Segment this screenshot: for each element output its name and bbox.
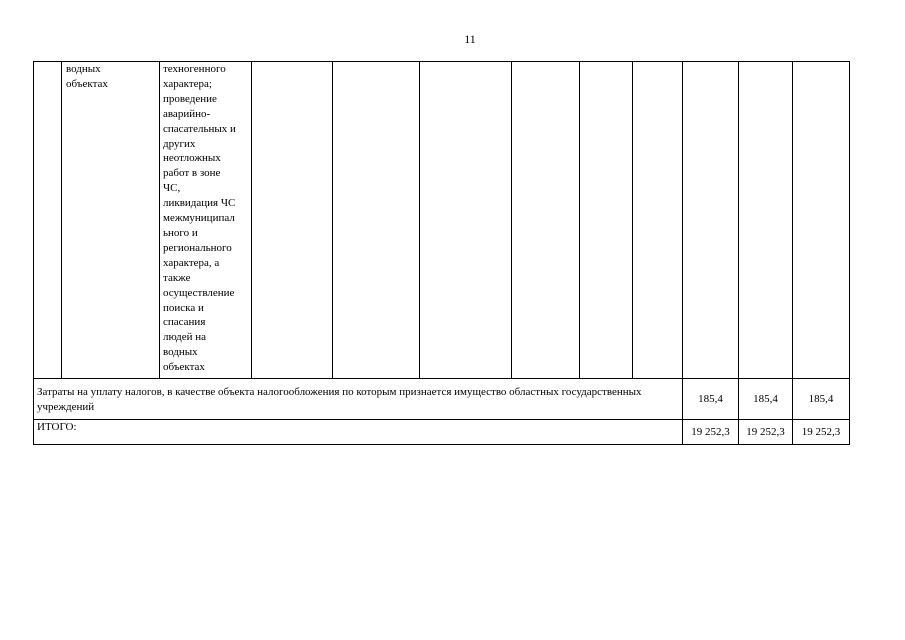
table-cell — [683, 62, 739, 379]
table-cell — [633, 62, 683, 379]
taxes-label: Затраты на уплату налогов, в качестве объекта налогообложения по которым признается имущество областных государственных учреждений — [34, 379, 683, 420]
total-label: ИТОГО: — [34, 420, 683, 445]
value-cell: 19 252,3 — [739, 420, 793, 445]
cell-text: водных объектах — [66, 63, 108, 90]
table-row — [34, 379, 850, 420]
value-cell: 19 252,3 — [683, 420, 739, 445]
table-cell — [34, 62, 62, 379]
table-cell — [512, 62, 580, 379]
table-row — [34, 62, 850, 379]
cell-text: техногенного характера; проведение аварийно- спасательных и других неотложных работ в зоне ЧС, ликвидация ЧС межмуниципал ьного и регионального характера, а также осуществление поиска и спасания людей на водных объектах — [163, 63, 236, 374]
table-cell — [739, 62, 793, 379]
table-cell — [252, 62, 333, 379]
table-cell — [333, 62, 420, 379]
value-cell: 185,4 — [683, 379, 739, 420]
table-cell — [420, 62, 512, 379]
table-cell — [793, 62, 850, 379]
value-cell: 19 252,3 — [793, 420, 850, 445]
table-row — [34, 420, 850, 445]
page-number: 11 — [464, 32, 476, 46]
table-cell — [62, 62, 160, 379]
table-cell — [160, 62, 252, 379]
table-cell — [580, 62, 633, 379]
value-cell: 185,4 — [739, 379, 793, 420]
expenses-table — [33, 61, 850, 445]
value-cell: 185,4 — [793, 379, 850, 420]
